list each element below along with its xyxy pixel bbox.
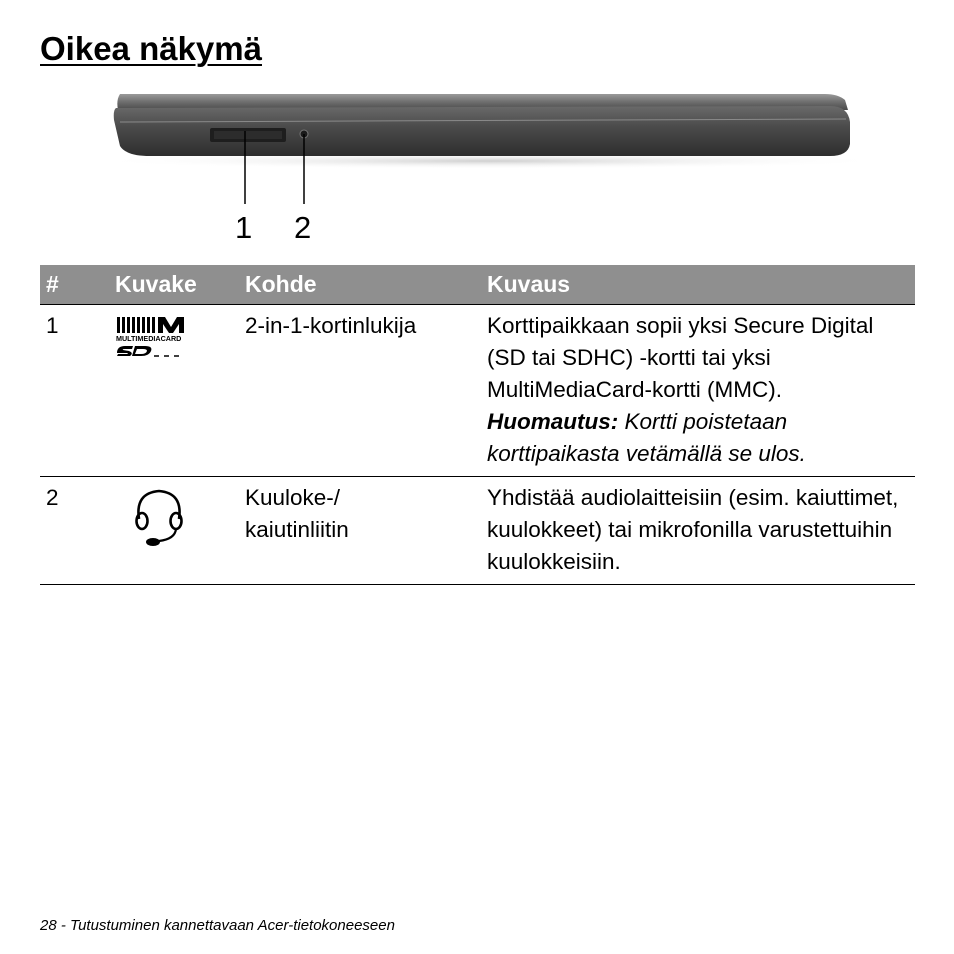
laptop-right-side-illustration <box>90 86 880 256</box>
table-row <box>40 305 915 477</box>
row-note <box>487 406 909 470</box>
sd-mmc-card-icon <box>115 313 195 357</box>
table-row <box>40 477 915 585</box>
callout-number-2: 2 <box>294 210 312 245</box>
row-description: Yhdistää audiolaitteisiin (esim. kaiuttimet, kuulokkeet) tai mikrofonilla varustettuihin kuulokkeisiin. <box>481 477 915 585</box>
row-item: 2-in-1-kortinlukija <box>239 305 481 477</box>
row-item-line2: kaiutinliitin <box>245 517 349 542</box>
page-footer: 28 - Tutustuminen kannettavaan Acer-tietokoneeseen <box>40 917 395 934</box>
note-label: Huomautus: <box>487 409 619 434</box>
header-item: Kohde <box>239 265 481 305</box>
header-description: Kuvaus <box>481 265 915 305</box>
mmc-logo-text: MULTIMEDIACARD <box>116 334 182 343</box>
header-icon: Kuvake <box>109 265 239 305</box>
table-header-row <box>40 265 915 305</box>
row-description: Korttipaikkaan sopii yksi Secure Digital (SD tai SDHC) -kortti tai yksi MultiMediaCard-kortti (MMC). <box>487 313 874 402</box>
headset-icon <box>129 485 189 549</box>
row-number: 2 <box>40 477 109 585</box>
note-text: Kortti poistetaan korttipaikasta vetämällä se ulos. <box>487 409 806 466</box>
page-title: Oikea näkymä <box>40 30 262 67</box>
ports-table <box>40 265 915 585</box>
callout-number-1: 1 <box>235 210 253 245</box>
row-item-line1: Kuuloke-/ <box>245 485 341 510</box>
row-number: 1 <box>40 305 109 477</box>
header-number: # <box>40 265 109 305</box>
